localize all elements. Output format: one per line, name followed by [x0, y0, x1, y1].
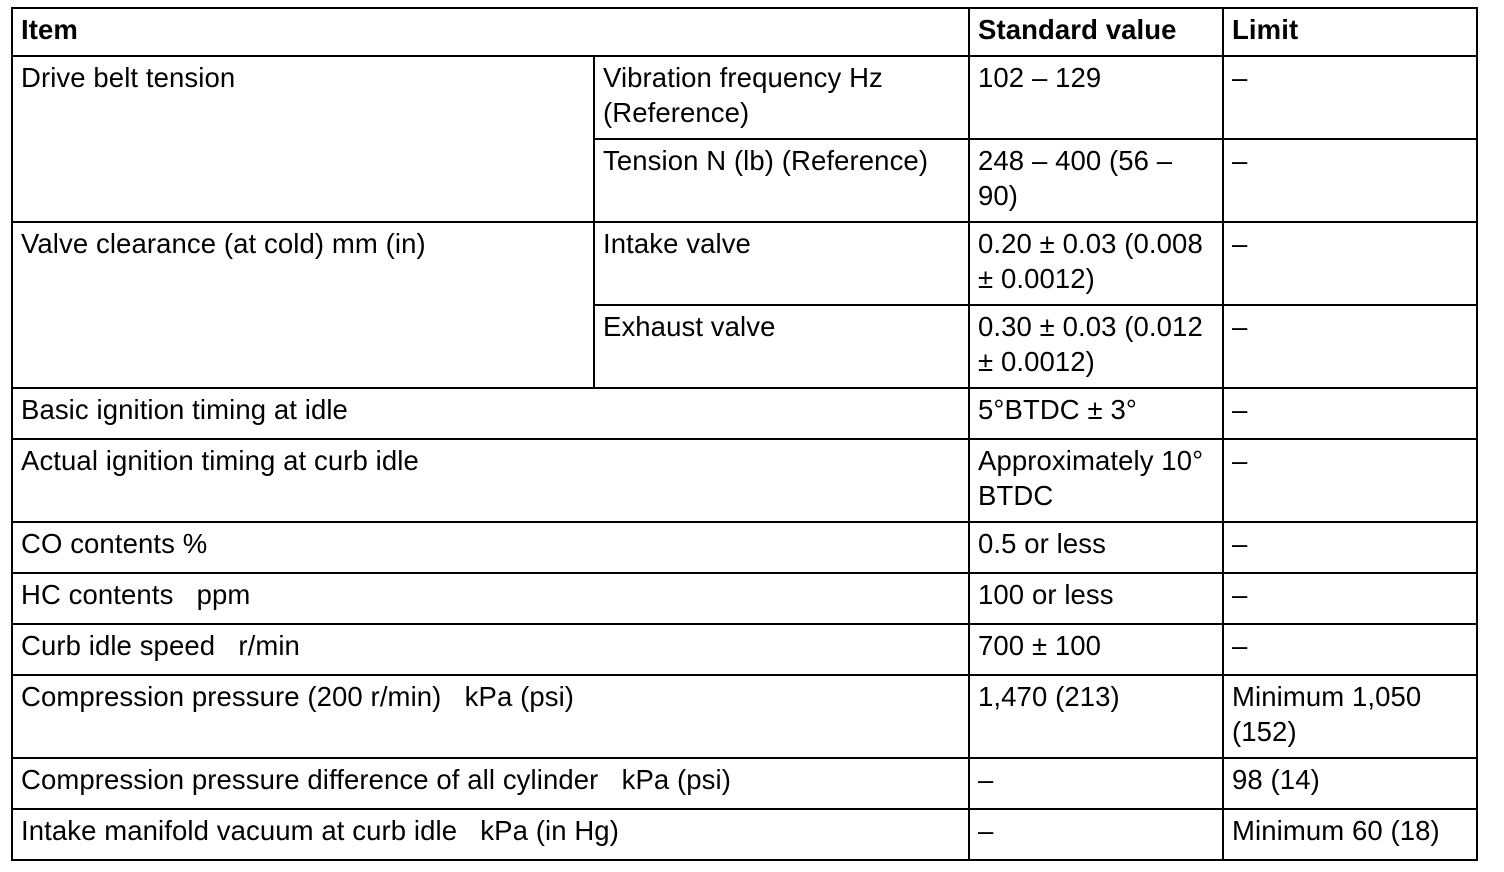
standard-value-cell: Approximately 10° BTDC: [969, 439, 1223, 522]
standard-value-cell: –: [969, 758, 1223, 809]
standard-value-cell: 0.5 or less: [969, 522, 1223, 573]
limit-cell: Minimum 1,050 (152): [1223, 675, 1477, 758]
limit-cell: –: [1223, 388, 1477, 439]
header-limit: Limit: [1223, 8, 1477, 56]
table-row: [12, 56, 1477, 139]
sub-item-cell: Tension N (lb) (Reference): [594, 139, 969, 222]
table-row: [12, 573, 1477, 624]
limit-cell: 98 (14): [1223, 758, 1477, 809]
item-cell: Intake manifold vacuum at curb idle kPa (in Hg): [12, 809, 969, 860]
limit-cell: –: [1223, 573, 1477, 624]
standard-value-cell: 102 – 129: [969, 56, 1223, 139]
item-cell: Drive belt tension: [12, 56, 594, 222]
table-row: [12, 439, 1477, 522]
sub-item-cell: Exhaust valve: [594, 305, 969, 388]
table-row: [12, 675, 1477, 758]
standard-value-cell: 248 – 400 (56 – 90): [969, 139, 1223, 222]
item-cell: CO contents %: [12, 522, 969, 573]
limit-cell: –: [1223, 139, 1477, 222]
item-cell: Compression pressure (200 r/min) kPa (psi): [12, 675, 969, 758]
standard-value-cell: 0.30 ± 0.03 (0.012 ± 0.0012): [969, 305, 1223, 388]
standard-value-cell: 5°BTDC ± 3°: [969, 388, 1223, 439]
limit-cell: –: [1223, 522, 1477, 573]
item-cell: Compression pressure difference of all cylinder kPa (psi): [12, 758, 969, 809]
standard-value-cell: –: [969, 809, 1223, 860]
table-row: [12, 222, 1477, 305]
standard-value-cell: 0.20 ± 0.03 (0.008 ± 0.0012): [969, 222, 1223, 305]
item-cell: Actual ignition timing at curb idle: [12, 439, 969, 522]
limit-cell: –: [1223, 222, 1477, 305]
limit-cell: –: [1223, 56, 1477, 139]
item-cell: Valve clearance (at cold) mm (in): [12, 222, 594, 388]
standard-value-cell: 100 or less: [969, 573, 1223, 624]
limit-cell: –: [1223, 624, 1477, 675]
header-row: [12, 8, 1477, 56]
sub-item-cell: Intake valve: [594, 222, 969, 305]
header-standard-value: Standard value: [969, 8, 1223, 56]
specification-table: [11, 7, 1478, 861]
limit-cell: –: [1223, 305, 1477, 388]
item-cell: Basic ignition timing at idle: [12, 388, 969, 439]
table-row: [12, 758, 1477, 809]
item-cell: HC contents ppm: [12, 573, 969, 624]
table-row: [12, 624, 1477, 675]
standard-value-cell: 1,470 (213): [969, 675, 1223, 758]
limit-cell: –: [1223, 439, 1477, 522]
table-row: [12, 522, 1477, 573]
header-item: Item: [12, 8, 969, 56]
standard-value-cell: 700 ± 100: [969, 624, 1223, 675]
table-row: [12, 809, 1477, 860]
item-cell: Curb idle speed r/min: [12, 624, 969, 675]
sub-item-cell: Vibration frequency Hz (Reference): [594, 56, 969, 139]
table-row: [12, 388, 1477, 439]
limit-cell: Minimum 60 (18): [1223, 809, 1477, 860]
